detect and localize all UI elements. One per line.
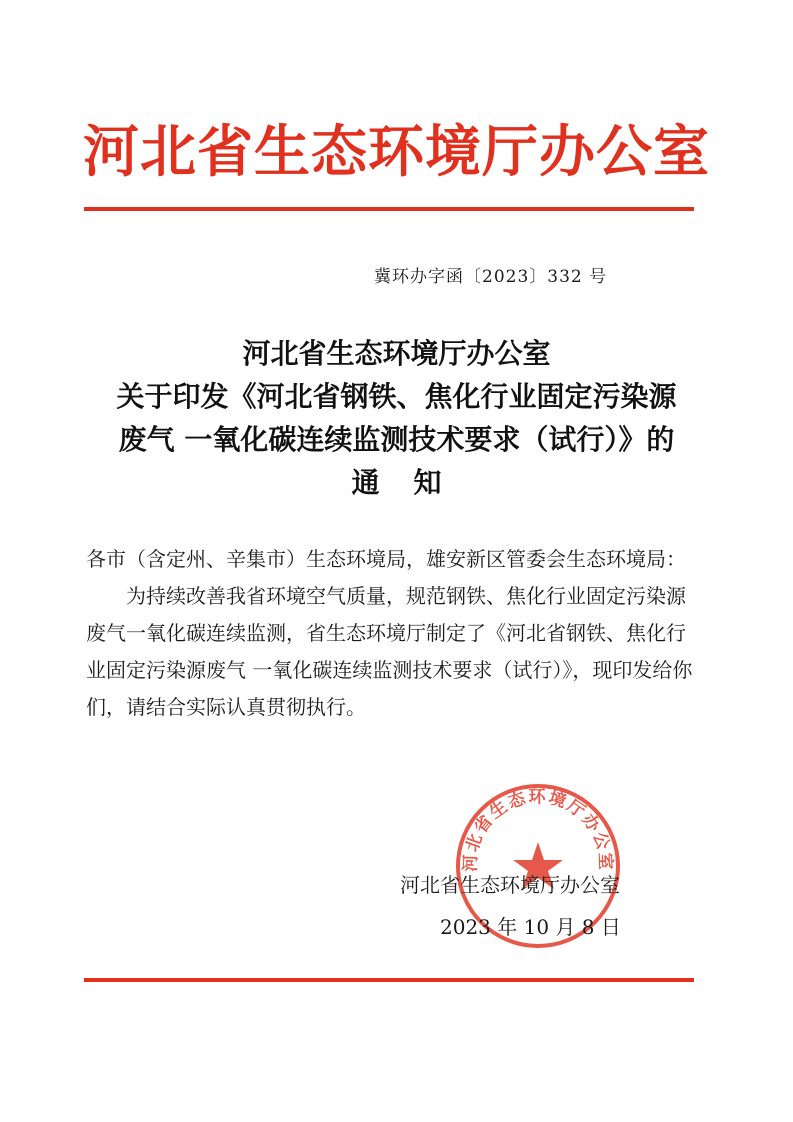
document-number: 冀环办字函〔2023〕332 号 xyxy=(374,267,608,287)
signature-block xyxy=(400,864,621,948)
addressee: 各市（含定州、辛集市）生态环境局，雄安新区管委会生态环境局： xyxy=(86,547,686,571)
seal-text: 河北省生态环境厅办公室 xyxy=(460,787,616,872)
document-title xyxy=(60,332,733,504)
signature-org: 河北省生态环境厅办公室 xyxy=(400,873,620,897)
title-line-1: 河北省生态环境厅办公室 xyxy=(242,337,551,370)
title-line-4: 通知 xyxy=(351,466,476,499)
masthead-divider xyxy=(84,207,694,211)
footer-divider xyxy=(84,978,694,982)
title-line-2: 关于印发《河北省钢铁、焦化行业固定污染源 xyxy=(116,380,677,413)
document-body xyxy=(86,541,701,726)
masthead-title: 河北省生态环境厅办公室 xyxy=(83,120,710,185)
title-line-3: 废气 一氧化碳连续监测技术要求（试行）》的 xyxy=(118,423,675,456)
signature-date: 2023 年 10 月 8 日 xyxy=(440,915,621,939)
body-paragraph: 为持续改善我省环境空气质量，规范钢铁、焦化行业固定污染源废气一氧化碳连续监测，省生态环境厅制定了《河北省钢铁、焦化行业固定污染源废气 一氧化碳连续监测技术要求（试行）》，现印发给你们，请结合实际认真贯彻执行。 xyxy=(86,584,693,719)
